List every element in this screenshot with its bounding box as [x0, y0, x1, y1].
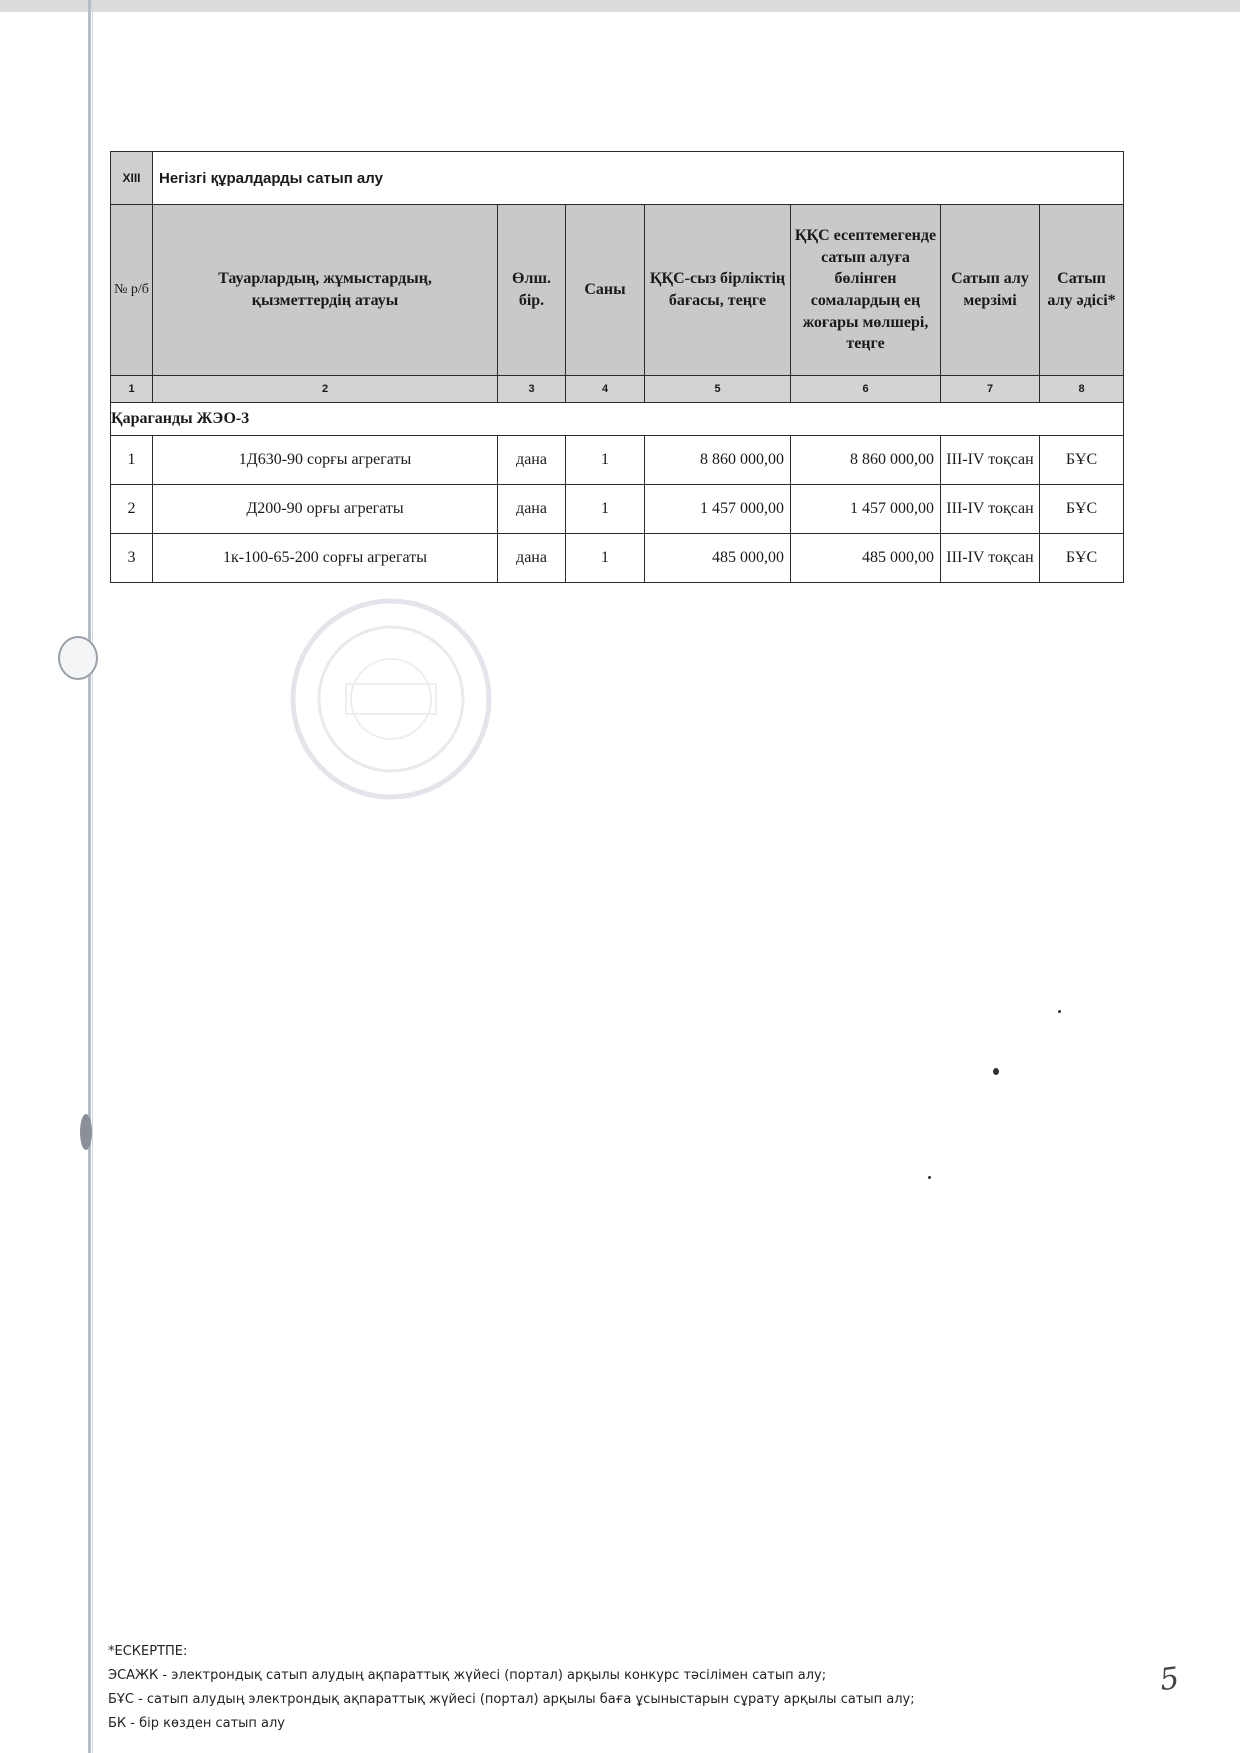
scan-speck — [1058, 1010, 1061, 1013]
item-total: 485 000,00 — [791, 534, 941, 583]
section-title: Негізгі құралдарды сатып алу — [153, 152, 1124, 205]
punch-hole-icon — [80, 1114, 92, 1150]
item-total: 8 860 000,00 — [791, 436, 941, 485]
table-row — [111, 485, 1124, 534]
column-header: Өлш. бір. — [498, 205, 566, 376]
section-number: XIII — [111, 152, 153, 205]
column-number: 3 — [498, 376, 566, 403]
column-header: № р/б — [111, 205, 153, 376]
item-quantity: 1 — [566, 485, 645, 534]
row-number: 2 — [111, 485, 153, 534]
section-header-row — [111, 152, 1124, 205]
procurement-table — [110, 151, 1124, 583]
row-number: 3 — [111, 534, 153, 583]
column-number: 7 — [941, 376, 1040, 403]
handwritten-page-number: 5 — [1157, 1660, 1182, 1699]
item-unit: дана — [498, 534, 566, 583]
item-method: БҰС — [1040, 485, 1124, 534]
column-header: Тауарлардың, жұмыстардың, қызметтердің атауы — [153, 205, 498, 376]
footnote-line: ЭСАЖК - электрондық сатып алудың ақпараттық жүйесі (портал) арқылы конкурс тәсілімен сатып алу; — [108, 1668, 827, 1683]
column-header: Сатып алу әдісі* — [1040, 205, 1124, 376]
column-number: 4 — [566, 376, 645, 403]
table-row — [111, 436, 1124, 485]
column-number: 8 — [1040, 376, 1124, 403]
table-row — [111, 534, 1124, 583]
column-number: 5 — [645, 376, 791, 403]
column-number: 1 — [111, 376, 153, 403]
item-name: Д200-90 орғы агрегаты — [153, 485, 498, 534]
item-name: 1Д630-90 сорғы агрегаты — [153, 436, 498, 485]
column-header: ҚҚС-сыз бірліктің бағасы, теңге — [645, 205, 791, 376]
item-method: БҰС — [1040, 436, 1124, 485]
item-unit: дана — [498, 485, 566, 534]
item-period: III-IV тоқсан — [941, 534, 1040, 583]
column-number: 2 — [153, 376, 498, 403]
item-name: 1к-100-65-200 сорғы агрегаты — [153, 534, 498, 583]
punch-hole-icon — [58, 636, 98, 680]
item-total: 1 457 000,00 — [791, 485, 941, 534]
footnotes — [108, 1640, 915, 1736]
column-header-row — [111, 205, 1124, 376]
column-number: 6 — [791, 376, 941, 403]
item-period: III-IV тоқсан — [941, 436, 1040, 485]
footnote-line: БК - бір көзден сатып алу — [108, 1716, 286, 1731]
footnote-line: БҰС - сатып алудың электрондық ақпараттық жүйесі (портал) арқылы баға ұсыныстарын сұрату арқылы сатып алу; — [108, 1692, 915, 1707]
item-price: 485 000,00 — [645, 534, 791, 583]
column-header: Сатып алу мерзімі — [941, 205, 1040, 376]
row-number: 1 — [111, 436, 153, 485]
item-quantity: 1 — [566, 534, 645, 583]
item-price: 1 457 000,00 — [645, 485, 791, 534]
column-header: ҚҚС есептемегенде сатып алуға бөлінген сомалардың ең жоғары мөлшері, теңге — [791, 205, 941, 376]
item-quantity: 1 — [566, 436, 645, 485]
item-method: БҰС — [1040, 534, 1124, 583]
faded-stamp-icon — [286, 594, 496, 804]
scan-speck — [928, 1176, 931, 1179]
group-row — [111, 403, 1124, 436]
binding-line-inner — [92, 0, 93, 1753]
scan-speck — [993, 1068, 999, 1075]
scan-edge — [0, 0, 1240, 12]
column-header: Саны — [566, 205, 645, 376]
group-title: Қараганды ЖЭО-3 — [111, 403, 1124, 436]
item-period: III-IV тоқсан — [941, 485, 1040, 534]
footnote-title: *ЕСКЕРТПЕ: — [108, 1644, 188, 1659]
item-unit: дана — [498, 436, 566, 485]
item-price: 8 860 000,00 — [645, 436, 791, 485]
column-number-row — [111, 376, 1124, 403]
binding-line — [88, 0, 91, 1753]
